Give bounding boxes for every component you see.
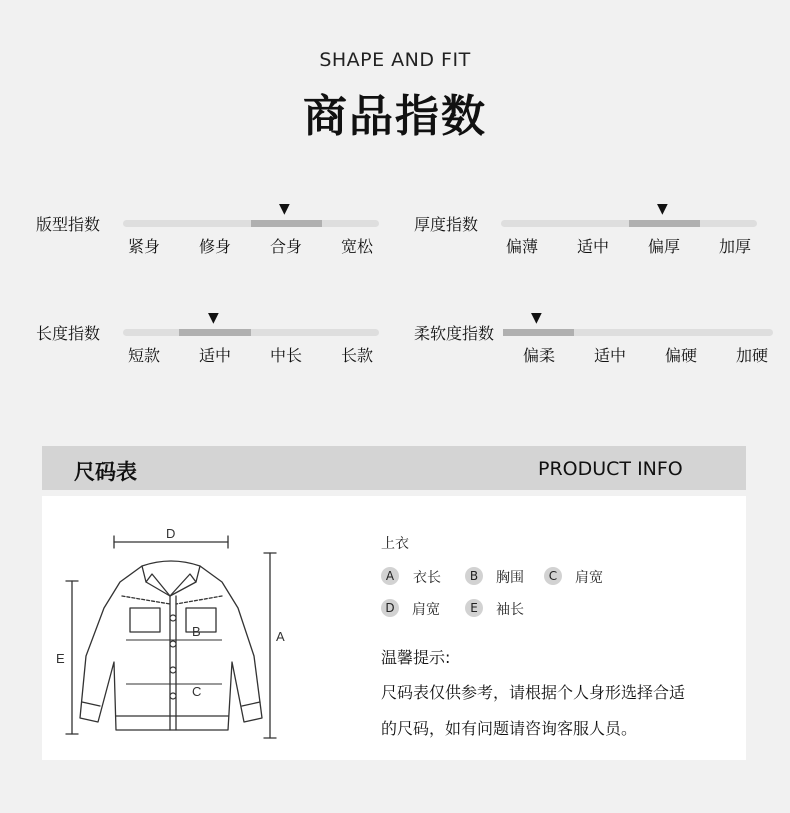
index-option: 短款 xyxy=(127,346,161,365)
legend-key: B xyxy=(465,567,483,585)
index-marker-icon: ▼ xyxy=(531,310,542,326)
legend-text: 衣长 xyxy=(413,570,441,586)
index-option: 加厚 xyxy=(718,237,752,256)
index-track-thickness xyxy=(501,220,757,227)
index-option: 适中 xyxy=(198,346,232,365)
index-marker-icon: ▼ xyxy=(208,310,219,326)
index-label-fit: 版型指数 xyxy=(36,215,101,234)
index-option: 适中 xyxy=(593,346,627,365)
index-option: 合身 xyxy=(269,237,303,256)
index-selected-segment xyxy=(251,220,322,227)
legend-key: A xyxy=(381,567,399,585)
index-option: 加硬 xyxy=(735,346,769,365)
garment-type: 上衣 xyxy=(381,536,409,552)
tips-line: 尺码表仅供参考，请根据个人身形选择合适 xyxy=(381,683,686,702)
index-marker-icon: ▼ xyxy=(279,201,290,217)
legend-text: 袖长 xyxy=(496,602,524,618)
legend-key: E xyxy=(465,599,483,617)
index-label-thickness: 厚度指数 xyxy=(414,215,479,234)
legend-text: 肩宽 xyxy=(575,570,603,586)
index-option: 偏硬 xyxy=(664,346,698,365)
index-label-softness: 柔软度指数 xyxy=(414,324,495,343)
legend-key: D xyxy=(381,599,399,617)
index-option: 中长 xyxy=(269,346,303,365)
page-title: 商品指数 xyxy=(303,91,487,142)
index-selected-segment xyxy=(503,329,574,336)
index-track-length xyxy=(123,329,379,336)
index-selected-segment xyxy=(629,220,700,227)
legend-text: 肩宽 xyxy=(412,602,440,618)
diagram-label-e: E xyxy=(56,651,65,666)
legend-key: C xyxy=(544,567,562,585)
index-option: 宽松 xyxy=(340,237,374,256)
index-track-fit xyxy=(123,220,379,227)
tips-line: 的尺码，如有问题请咨询客服人员。 xyxy=(381,719,638,738)
index-option: 偏柔 xyxy=(522,346,556,365)
size-chart-title-en: PRODUCT INFO xyxy=(538,458,683,480)
index-option: 适中 xyxy=(576,237,610,256)
index-option: 长款 xyxy=(340,346,374,365)
legend-text: 胸围 xyxy=(496,570,524,586)
diagram-label-c: C xyxy=(192,684,202,699)
index-option: 偏厚 xyxy=(647,237,681,256)
tips-title: 温馨提示: xyxy=(381,648,451,667)
index-option: 紧身 xyxy=(127,237,161,256)
index-selected-segment xyxy=(179,329,251,336)
jacket-diagram xyxy=(42,496,342,760)
diagram-label-d: D xyxy=(166,526,176,541)
diagram-label-a: A xyxy=(276,629,285,644)
index-option: 偏薄 xyxy=(505,237,539,256)
index-track-softness xyxy=(503,329,773,336)
diagram-label-b: B xyxy=(192,624,201,639)
index-option: 修身 xyxy=(198,237,232,256)
index-label-length: 长度指数 xyxy=(36,324,101,343)
index-marker-icon: ▼ xyxy=(657,201,668,217)
section-subtitle: SHAPE AND FIT xyxy=(319,49,471,71)
size-chart-title: 尺码表 xyxy=(74,460,137,484)
